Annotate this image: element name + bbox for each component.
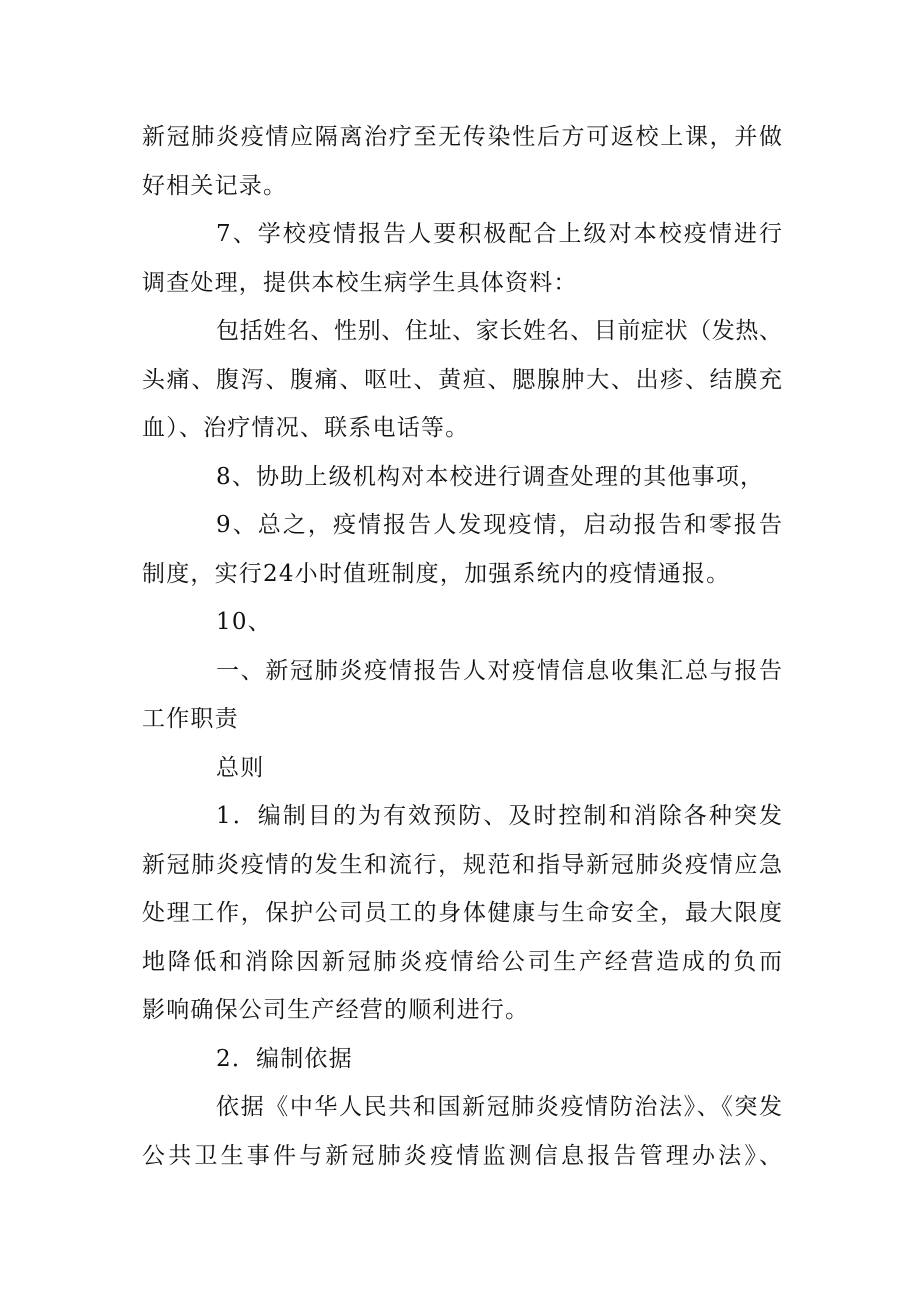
text-line-7: 血）、治疗情况、联系电话等。 xyxy=(142,415,470,441)
text-line-20: 2．编制依据 xyxy=(216,1045,353,1072)
text-line-5: 包括姓名、性别、住址、家长姓名、目前症状（发热、 xyxy=(216,318,782,344)
text-line-1: 新冠肺炎疫情应隔离治疗至无传染性后方可返校上课，并做 xyxy=(142,124,782,150)
text-line-15: 1．编制目的为有效预防、及时控制和消除各种突发 xyxy=(216,803,782,829)
document-body xyxy=(142,113,782,1180)
text-line-6: 头痛、腹泻、腹痛、呕吐、黄疸、腮腺肿大、出疹、结膜充 xyxy=(142,366,782,393)
text-line-19: 影响确保公司生产经营的顺利进行。 xyxy=(142,997,530,1023)
text-line-17: 处理工作，保护公司员工的身体健康与生命安全，最大限度 xyxy=(142,900,782,926)
text-line-11: 10、 xyxy=(216,609,272,635)
text-line-2: 好相关记录。 xyxy=(142,172,288,199)
text-line-21: 依据《中华人民共和国新冠肺炎疫情防治法》、《突发 xyxy=(216,1094,782,1120)
text-line-9: 9、总之，疫情报告人发现疫情，启动报告和零报告 xyxy=(216,512,782,538)
text-line-3: 7、学校疫情报告人要积极配合上级对本校疫情进行 xyxy=(216,221,782,247)
text-line-4: 调查处理，提供本校生病学生具体资料： xyxy=(142,269,578,296)
text-line-18: 地降低和消除因新冠肺炎疫情给公司生产经营造成的负而 xyxy=(142,948,782,975)
text-line-13: 工作职责 xyxy=(142,706,239,732)
text-line-12: 一、新冠肺炎疫情报告人对疫情信息收集汇总与报告 xyxy=(216,657,782,684)
text-line-10: 制度，实行24小时值班制度，加强系统内的疫情通报。 xyxy=(142,560,731,587)
text-line-16: 新冠肺炎疫情的发生和流行，规范和指导新冠肺炎疫情应急 xyxy=(142,851,782,878)
text-line-14: 总则 xyxy=(216,754,265,781)
text-line-8: 8、协助上级机构对本校进行调查处理的其他事项， xyxy=(216,463,765,490)
text-line-22: 公共卫生事件与新冠肺炎疫情监测信息报告管理办法》、 xyxy=(142,1142,782,1169)
